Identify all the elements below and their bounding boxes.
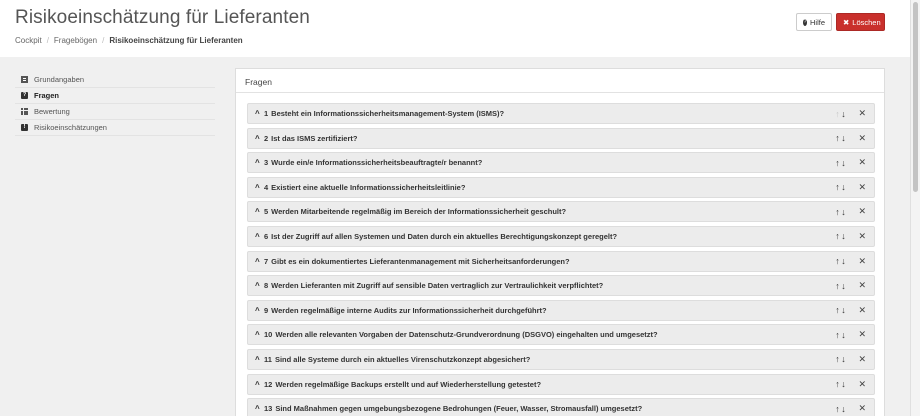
question-actions: [834, 256, 866, 267]
question-text: Besteht ein Informationssicherheitsmanagement-System (ISMS)?: [271, 109, 505, 118]
question-number: 6: [264, 231, 269, 241]
breadcrumb: [15, 36, 243, 45]
question-actions: [834, 354, 866, 365]
arrow-up-icon[interactable]: ↑: [835, 280, 840, 291]
question-row[interactable]: [247, 374, 875, 395]
sidebar: [15, 72, 215, 136]
grid-icon: [21, 108, 28, 115]
sidebar-item-label: Fragen: [34, 91, 60, 100]
arrow-up-icon[interactable]: ↑: [835, 133, 840, 144]
question-text: Ist das ISMS zertifiziert?: [271, 133, 358, 143]
close-icon[interactable]: ✕: [858, 280, 866, 291]
question-row[interactable]: [247, 177, 875, 198]
close-icon[interactable]: ✕: [858, 181, 866, 192]
arrow-down-icon[interactable]: ↓: [841, 206, 846, 217]
question-row[interactable]: [247, 275, 875, 296]
question-actions: [834, 206, 866, 217]
arrow-up-icon: ↑: [835, 108, 840, 119]
question-row[interactable]: [247, 103, 875, 124]
close-icon[interactable]: ✕: [858, 255, 866, 266]
question-circle-icon: ?: [803, 18, 807, 25]
close-icon[interactable]: ✕: [858, 157, 866, 168]
breadcrumb-cockpit[interactable]: Cockpit: [15, 36, 42, 45]
delete-button[interactable]: [836, 13, 885, 31]
close-icon: ✖: [843, 17, 850, 27]
chevron-up-icon[interactable]: ^: [255, 305, 260, 315]
arrow-down-icon[interactable]: ↓: [841, 305, 846, 316]
sidebar-item-bewertung[interactable]: [15, 104, 215, 120]
arrow-up-icon[interactable]: ↑: [835, 305, 840, 316]
arrow-down-icon[interactable]: ↓: [841, 379, 846, 390]
sidebar-item-risikoeinschaetzungen[interactable]: [15, 120, 215, 136]
chevron-up-icon[interactable]: ^: [255, 133, 260, 143]
arrow-down-icon[interactable]: ↓: [841, 157, 846, 168]
arrow-up-icon[interactable]: ↑: [835, 157, 840, 168]
help-button[interactable]: [796, 13, 832, 31]
question-actions: [834, 280, 866, 291]
sidebar-item-label: Bewertung: [34, 107, 70, 116]
arrow-down-icon[interactable]: ↓: [841, 256, 846, 267]
question-number: 10: [264, 330, 273, 340]
question-actions: [834, 379, 866, 390]
question-row[interactable]: [247, 324, 875, 345]
exclamation-icon: !: [21, 124, 28, 131]
close-icon[interactable]: ✕: [858, 132, 866, 143]
question-actions: [834, 329, 866, 340]
chevron-up-icon[interactable]: ^: [255, 109, 260, 118]
question-actions: [834, 182, 866, 193]
arrow-up-icon[interactable]: ↑: [835, 206, 840, 217]
question-number: 3: [264, 158, 269, 168]
close-icon[interactable]: ✕: [858, 108, 866, 118]
close-icon[interactable]: ✕: [858, 329, 866, 340]
question-text: Existiert eine aktuelle Informationssicherheitsleitlinie?: [271, 182, 466, 192]
question-text: Werden regelmäßige interne Audits zur Informationssicherheit durchgeführt?: [271, 305, 547, 315]
sidebar-item-grundangaben[interactable]: [15, 72, 215, 88]
question-text: Sind Maßnahmen gegen umgebungsbezogene Bedrohungen (Feuer, Wasser, Stromausfall) umgesetzt?: [275, 404, 643, 414]
sidebar-item-label: Grundangaben: [34, 75, 85, 84]
question-row[interactable]: [247, 128, 875, 149]
arrow-down-icon[interactable]: ↓: [841, 133, 846, 144]
question-actions: [834, 157, 866, 168]
chevron-up-icon[interactable]: ^: [255, 256, 260, 266]
list-icon: [21, 76, 28, 83]
arrow-down-icon[interactable]: ↓: [841, 280, 846, 291]
question-text: Sind alle Systeme durch ein aktuelles Virenschutzkonzept abgesichert?: [274, 354, 531, 364]
arrow-down-icon[interactable]: ↓: [841, 182, 846, 193]
arrow-down-icon[interactable]: ↓: [841, 231, 846, 242]
question-number: 12: [264, 379, 273, 389]
close-icon[interactable]: ✕: [858, 378, 866, 389]
close-icon[interactable]: ✕: [858, 353, 866, 364]
chevron-up-icon[interactable]: ^: [255, 281, 260, 291]
chevron-up-icon[interactable]: ^: [255, 379, 260, 389]
question-row[interactable]: [247, 226, 875, 247]
question-text: Werden Lieferanten mit Zugriff auf sensible Daten vertraglich zur Vertraulichkeit verpflichtet?: [271, 281, 604, 291]
question-number: 7: [264, 256, 269, 266]
question-number: 8: [264, 281, 269, 291]
question-actions: [834, 133, 866, 144]
question-actions: [834, 403, 866, 414]
chevron-up-icon[interactable]: ^: [255, 330, 260, 340]
arrow-up-icon[interactable]: ↑: [835, 182, 840, 193]
close-icon[interactable]: ✕: [858, 230, 866, 241]
question-row[interactable]: [247, 251, 875, 272]
arrow-up-icon[interactable]: ↑: [835, 354, 840, 365]
scrollbar[interactable]: [910, 0, 920, 416]
panel-heading: Fragen: [236, 69, 884, 93]
close-icon[interactable]: ✕: [858, 403, 866, 414]
chevron-up-icon[interactable]: ^: [255, 207, 260, 217]
question-text: Gibt es ein dokumentiertes Lieferantenmanagement mit Sicherheitsanforderungen?: [271, 256, 570, 266]
question-text: Wurde ein/e Informationssicherheitsbeauftragte/r benannt?: [271, 158, 483, 168]
scrollbar-thumb[interactable]: [913, 2, 918, 192]
question-row[interactable]: [247, 201, 875, 222]
chevron-up-icon[interactable]: ^: [255, 182, 260, 192]
question-row[interactable]: [247, 152, 875, 173]
sidebar-item-fragen[interactable]: [15, 88, 215, 104]
question-actions: [834, 231, 866, 242]
question-text: Werden Mitarbeitende regelmäßig im Bereich der Informationssicherheit geschult?: [271, 207, 567, 217]
arrow-up-icon[interactable]: ↑: [835, 329, 840, 340]
arrow-down-icon[interactable]: ↓: [841, 403, 846, 414]
chevron-up-icon[interactable]: ^: [255, 354, 260, 364]
arrow-up-icon[interactable]: ↑: [835, 403, 840, 414]
question-number: 2: [264, 133, 269, 143]
question-list: [247, 103, 875, 416]
questions-panel: [235, 68, 885, 416]
breadcrumb-separator: /: [102, 36, 105, 45]
close-icon[interactable]: ✕: [858, 304, 866, 315]
sidebar-item-label: Risikoeinschätzungen: [34, 123, 107, 132]
arrow-up-icon[interactable]: ↑: [835, 231, 840, 242]
question-row[interactable]: [247, 398, 875, 416]
chevron-up-icon[interactable]: ^: [255, 404, 260, 414]
question-text: Werden alle relevanten Vorgaben der Datenschutz-Grundverordnung (DSGVO) eingehalten und umgesetzt?: [275, 330, 658, 340]
question-row[interactable]: [247, 349, 875, 370]
question-number: 4: [264, 182, 269, 192]
question-text: Werden regelmäßige Backups erstellt und auf Wiederherstellung getestet?: [275, 379, 542, 389]
question-icon: ?: [22, 92, 27, 98]
question-number: 1: [264, 109, 269, 118]
question-number: 9: [264, 305, 269, 315]
breadcrumb-separator: /: [46, 36, 49, 45]
page-title: Risikoeinschätzung für Lieferanten: [15, 7, 310, 28]
arrow-down-icon[interactable]: ↓: [841, 354, 846, 365]
question-number: 13: [264, 404, 273, 414]
question-row[interactable]: [247, 300, 875, 321]
arrow-down-icon[interactable]: ↓: [841, 329, 846, 340]
arrow-down-icon[interactable]: ↓: [841, 108, 846, 119]
delete-button-label: Löschen: [852, 17, 881, 27]
question-actions: [834, 305, 866, 316]
question-actions: [834, 108, 866, 119]
chevron-up-icon[interactable]: ^: [255, 231, 260, 241]
question-text: Ist der Zugriff auf allen Systemen und Daten durch ein aktuelles Berechtigungskonzept geregelt?: [271, 231, 618, 241]
chevron-up-icon[interactable]: ^: [255, 158, 260, 168]
breadcrumb-frageboegen[interactable]: Fragebögen: [53, 36, 98, 45]
question-number: 11: [264, 354, 272, 364]
question-number: 5: [264, 207, 269, 217]
help-button-label: Hilfe: [809, 17, 825, 27]
arrow-up-icon[interactable]: ↑: [835, 379, 840, 390]
close-icon[interactable]: ✕: [858, 206, 866, 217]
arrow-up-icon[interactable]: ↑: [835, 256, 840, 267]
page-header: [0, 0, 910, 57]
breadcrumb-current: Risikoeinschätzung für Lieferanten: [109, 36, 243, 45]
